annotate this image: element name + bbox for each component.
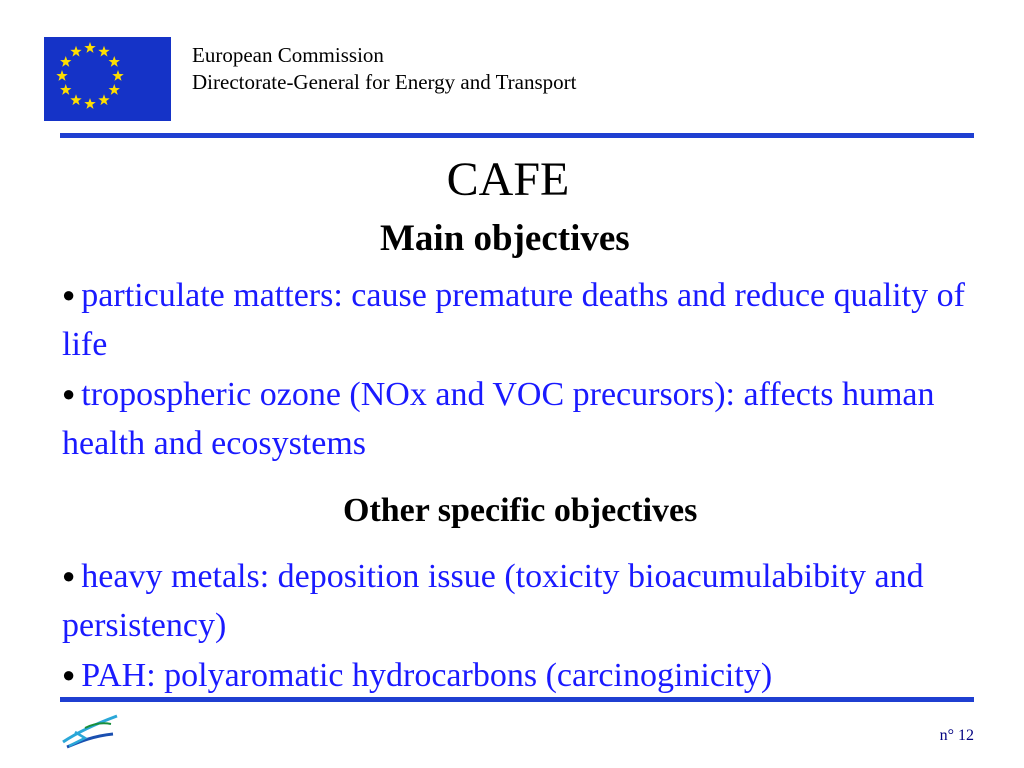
- flag-star-icon: [60, 84, 71, 95]
- list-item: [62, 650, 972, 700]
- bullet-icon: ●: [62, 381, 76, 406]
- flag-star-icon: [56, 70, 67, 81]
- list-item-text: heavy metals: deposition issue (toxicity bioacumulabibity and persistency): [62, 558, 924, 644]
- other-objectives-heading: Other specific objectives: [343, 492, 698, 529]
- main-objectives-heading: Main objectives: [380, 218, 630, 259]
- flag-star-icon: [70, 46, 81, 57]
- list-item: [62, 551, 972, 650]
- dg-tren-logo-icon: [55, 712, 125, 752]
- flag-star-icon: [109, 56, 120, 67]
- flag-star-icon: [84, 42, 95, 53]
- header-divider: [60, 133, 974, 138]
- list-item-text: PAH: polyaromatic hydrocarbons (carcinoginicity): [81, 657, 773, 694]
- flag-star-icon: [84, 98, 95, 109]
- eu-flag-icon: [44, 37, 171, 121]
- flag-star-icon: [70, 94, 81, 105]
- list-item-text: tropospheric ozone (NOx and VOC precursors): affects human health and ecosystems: [62, 376, 935, 462]
- list-item: [62, 270, 972, 369]
- main-objectives-list: [62, 270, 972, 468]
- bullet-icon: ●: [62, 662, 76, 687]
- footer-divider: [60, 697, 974, 702]
- flag-star-icon: [98, 94, 109, 105]
- flag-star-icon: [112, 70, 123, 81]
- list-item-text: particulate matters: cause premature deaths and reduce quality of life: [62, 277, 965, 363]
- bullet-icon: ●: [62, 563, 76, 588]
- other-objectives-list: [62, 551, 972, 700]
- page-number: n° 12: [939, 727, 974, 744]
- slide-title: CAFE: [446, 153, 570, 206]
- organization-header: [192, 42, 576, 96]
- org-name: European Commission: [192, 43, 384, 67]
- bullet-icon: ●: [62, 282, 76, 307]
- flag-star-icon: [60, 56, 71, 67]
- org-directorate: Directorate-General for Energy and Transport: [192, 70, 577, 94]
- flag-star-icon: [109, 84, 120, 95]
- flag-star-icon: [98, 46, 109, 57]
- list-item: [62, 369, 972, 468]
